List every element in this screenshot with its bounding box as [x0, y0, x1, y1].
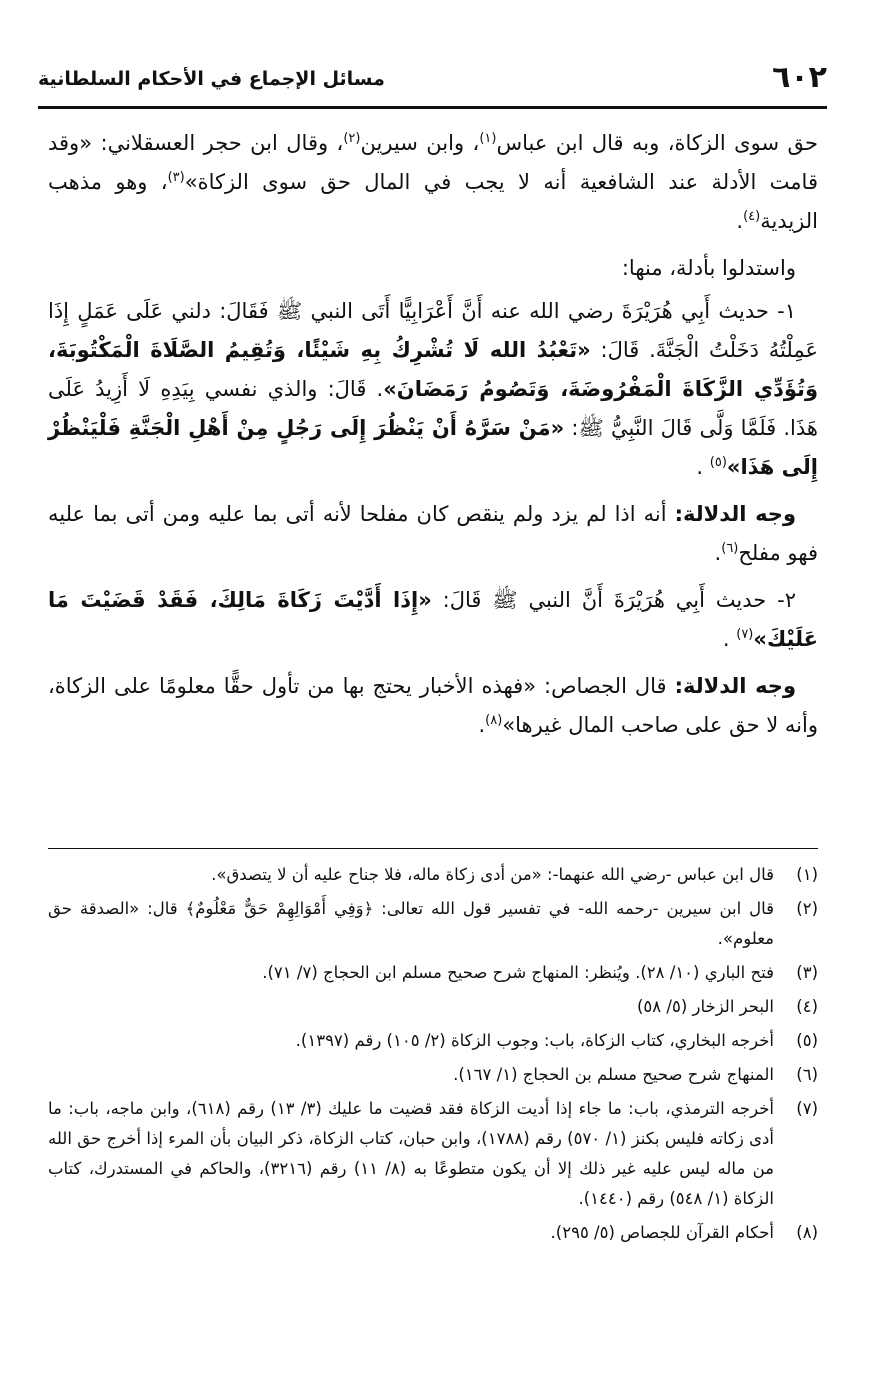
footnote-number: (٨): [796, 1223, 818, 1242]
paragraph-evidence-intro: واستدلوا بأدلة، منها:: [621, 256, 796, 280]
text-span: ٢- حديث أَبِي هُرَيْرَةَ أَنَّ النبي ﷺ قَالَ:: [431, 588, 796, 612]
footnote-number: (٣): [796, 963, 818, 982]
footnote-number: (٦): [796, 1065, 818, 1084]
footnote-number: (١): [796, 865, 818, 884]
hadith-quote: «إِذَا أَدَّيْتَ زَكَاةَ مَالِكَ، فَقَدْ قَضَيْتَ مَا عَلَيْكَ»: [48, 588, 818, 651]
footnote-ref-7[interactable]: (٧): [736, 627, 754, 642]
header-divider: [38, 106, 827, 109]
text-span: .: [714, 541, 722, 565]
footnote-ref-6[interactable]: (٦): [721, 541, 739, 556]
footnote-text: أحكام القرآن للجصاص (٥/ ٢٩٥).: [550, 1223, 774, 1242]
footnote-text: فتح الباري (١٠/ ٢٨). ويُنظر: المنهاج شرح صحيح مسلم ابن الحجاج (٧/ ٧١).: [262, 963, 774, 982]
text-span: ١- حديث أَبِي هُرَيْرَةَ رضي الله عنه أَنَّ أَعْرَابِيًّا أَتَى النبي ﷺ فَقَالَ: دلني عَلَى عَمَلٍ إِذَا عَمِلْتُهُ دَخَلْتُ الْجَنَّةَ. قَالَ:: [48, 299, 818, 362]
footnote-text: قال ابن عباس -رضي الله عنهما-: «من أدى زكاة ماله، فلا جناح عليه أن لا يتصدق».: [211, 865, 774, 884]
footnote-item: [48, 1026, 818, 1056]
paragraph-hadith-1: [48, 292, 818, 487]
text-span: .: [696, 455, 710, 479]
page-header: [38, 58, 827, 104]
footnote-text: أخرجه البخاري، كتاب الزكاة، باب: وجوب الزكاة (٢/ ١٠٥) رقم (١٣٩٧).: [295, 1031, 774, 1050]
text-span: حق سوى الزكاة، وبه قال ابن عباس: [496, 131, 818, 155]
footnote-ref-5[interactable]: (٥): [709, 455, 727, 470]
footnote-divider: [48, 848, 818, 849]
text-span: ، وابن سيرين: [360, 131, 480, 155]
text-span: .: [736, 209, 744, 233]
text-span: . قَالَ: والذي نفسي بِيَدِهِ لَا أَزِيدُ عَلَى هَذَا. فَلَمَّا وَلَّى قَالَ النَّبِيُّ ﷺ:: [48, 377, 818, 440]
main-text: [48, 124, 818, 753]
page-number: ٦٠٢: [772, 60, 827, 95]
hadith-quote: «مَنْ سَرَّهُ أَنْ يَنْظُرَ إِلَى رَجُلٍ مِنْ أَهْلِ الْجَنَّةِ فَلْيَنْظُرْ إِلَى هَذَا»: [48, 416, 818, 479]
paragraph-zakat-opinions: [48, 124, 818, 241]
paragraph-inference-2: [48, 667, 818, 745]
text-span: .: [478, 713, 486, 737]
hadith-quote: «تَعْبُدُ الله لَا تُشْرِكُ بِهِ شَيْئًا، وَتُقِيمُ الصَّلَاةَ الْمَكْتُوبَةَ، وَتُؤَدِّي الزَّكَاةَ الْمَفْرُوضَةَ، وَتَصُومُ رَمَضَانَ»: [48, 338, 818, 401]
footnote-item: [48, 860, 818, 890]
inference-label: وجه الدلالة:: [674, 502, 796, 526]
footnote-item: [48, 992, 818, 1022]
text-span: .: [722, 627, 737, 651]
text-span: أنه اذا لم يزد ولم ينقص كان مفلحا لأنه أتى بما عليه ومن أتى بما عليه فهو مفلح: [48, 502, 818, 565]
footnote-item: [48, 1218, 818, 1248]
paragraph-hadith-2: [48, 581, 818, 659]
footnote-number: (٢): [796, 899, 818, 918]
footnote-ref-3[interactable]: (٣): [167, 170, 185, 185]
text-span: ، وهو مذهب الزيدية: [48, 170, 818, 233]
footnote-text: البحر الزخار (٥/ ٥٨): [636, 997, 774, 1016]
footnote-text: المنهاج شرح صحيح مسلم بن الحجاج (١/ ١٦٧).: [453, 1065, 774, 1084]
footnote-number: (٥): [796, 1031, 818, 1050]
footnotes-section: [48, 860, 818, 1252]
footnote-ref-4[interactable]: (٤): [743, 209, 761, 224]
footnote-number: (٧): [796, 1099, 818, 1118]
footnote-text: أخرجه الترمذي، باب: ما جاء إذا أديت الزكاة فقد قضيت ما عليك (٣/ ١٣) رقم (٦١٨)، وابن ماجه، باب: ما أدى زكاته فليس بكنز (١/ ٥٧٠) رقم (١٧٨٨)، وابن حبان، كتاب الزكاة، ذكر البيان بأن المرء إذا أخرج حق الله من ماله ليس عليه غير ذلك إلا أن يكون متطوعًا به (٨/ ١١) رقم (٣٢١٦)، والحاكم في المستدرك، كتاب الزكاة (١/ ٥٤٨) رقم (١٤٤٠).: [48, 1099, 774, 1208]
running-title: مسائل الإجماع في الأحكام السلطانية: [38, 68, 385, 90]
footnote-ref-2[interactable]: (٢): [343, 131, 361, 146]
footnote-item: [48, 1060, 818, 1090]
text-span: ، وقال ابن حجر العسقلاني: «وقد قامت الأدلة عند الشافعية أنه لا يجب في المال حق سوى الزكاة»: [48, 131, 818, 194]
footnote-item: [48, 1094, 818, 1214]
footnote-item: [48, 958, 818, 988]
footnote-item: [48, 894, 818, 954]
footnote-ref-1[interactable]: (١): [479, 131, 497, 146]
footnote-text: قال ابن سيرين -رحمه الله- في تفسير قول الله تعالى: ﴿وَفِي أَمْوَالِهِمْ حَقٌّ مَعْلُومٌ﴾ قال: «الصدقة حق معلوم».: [48, 899, 774, 948]
footnote-number: (٤): [796, 997, 818, 1016]
paragraph-inference-1: [48, 495, 818, 573]
inference-label: وجه الدلالة:: [674, 674, 796, 698]
text-span: قال الجصاص: «فهذه الأخبار يحتج بها من تأول حقًّا معلومًا على الزكاة، وأنه لا حق على صاحب المال غيرها»: [48, 674, 818, 737]
footnote-ref-8[interactable]: (٨): [485, 713, 503, 728]
